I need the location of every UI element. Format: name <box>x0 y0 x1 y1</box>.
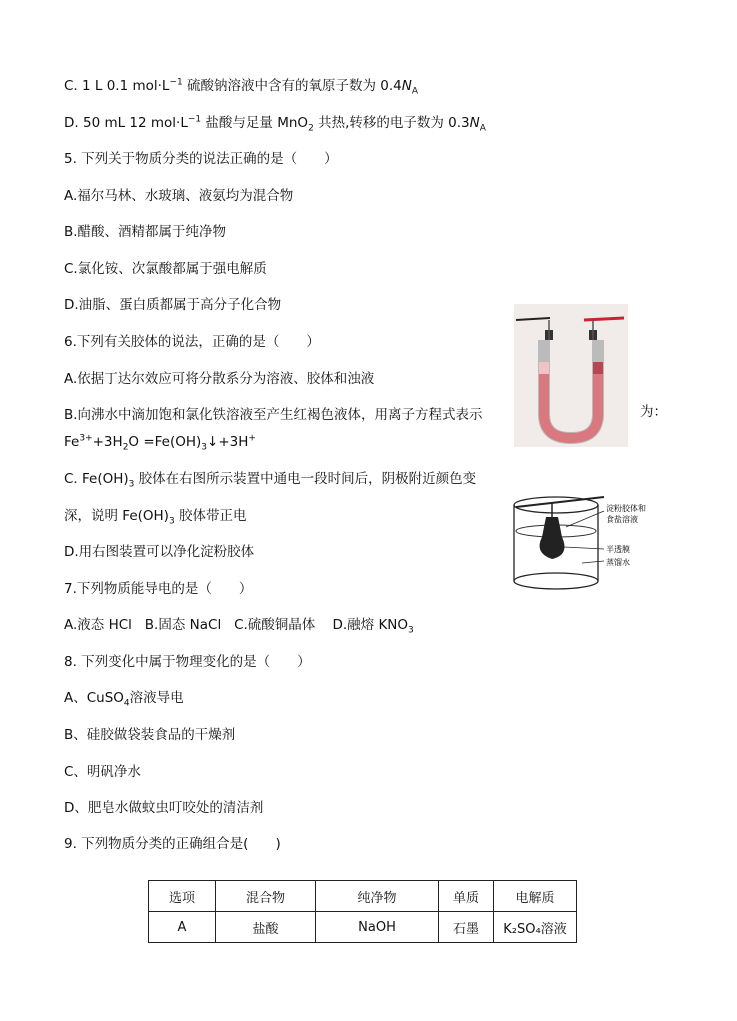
q6-option-c-cont: 深，说明 $Fe(OH)_3$ 胶体带正电 <box>64 508 247 527</box>
header-cell: 单质 <box>439 881 494 912</box>
q5-option-d: D.油脂、蛋白质都属于高分子化合物 <box>64 297 282 313</box>
q8-option-d: D、肥皂水做蚊虫叮咬处的清洁剂 <box>64 800 264 816</box>
q6-option-b-trail: 为： <box>640 404 667 420</box>
question-7: 7.下列物质能导电的是（ ） <box>64 581 253 597</box>
table-row <box>149 912 577 943</box>
q6-option-a: A.依据丁达尔效应可将分散系分为溶液、胶体和浊液 <box>64 371 375 387</box>
q6-option-c: C. $Fe(OH)_3$ 胶体在右图所示装置中通电一段时间后，阴极附近颜色变 <box>64 471 477 490</box>
question-5: 5. 下列关于物质分类的说法正确的是（ ） <box>64 151 338 167</box>
header-cell: 纯净物 <box>316 881 439 912</box>
table-cell: NaOH <box>316 912 439 943</box>
option-d-q4: D. 50 mL 12 $mol\cdot L^{-1}$ 盐酸与足量 MnO$_2$ 共热,转移的电子数为 $0.3N_A$ <box>64 114 486 134</box>
classification-table <box>148 880 577 943</box>
u-tube-electrophoresis-figure <box>514 304 628 447</box>
table-cell: 盐酸 <box>216 912 316 943</box>
label-water: 蒸馏水 <box>606 558 630 567</box>
q8-option-b: B、硅胶做袋装食品的干燥剂 <box>64 727 236 743</box>
q5-option-b: B.醋酸、酒精都属于纯净物 <box>64 224 227 240</box>
dialysis-beaker-figure <box>506 491 692 597</box>
table-cell: A <box>149 912 216 943</box>
header-cell: 混合物 <box>216 881 316 912</box>
q6-option-b: B.向沸水中滴加饱和氯化铁溶液至产生红褐色液体，用离子方程式表示 <box>64 407 483 423</box>
q8-option-c: C、明矾净水 <box>64 764 141 780</box>
table-cell: K₂SO₄溶液 <box>494 912 577 943</box>
table-cell: 石墨 <box>439 912 494 943</box>
label-membrane: 半透膜 <box>606 545 630 554</box>
header-cell: 选项 <box>149 881 216 912</box>
q6-equation: $Fe^{3+}+3H_2O$ $=Fe(OH)_3↓+3H^+$ <box>64 433 256 453</box>
label-colloid-1: 淀粉胶体和 <box>606 504 646 513</box>
question-9: 9. 下列物质分类的正确组合是( ) <box>64 836 281 852</box>
q5-option-c: C.氯化铵、次氯酸都属于强电解质 <box>64 261 267 277</box>
q6-option-d: D.用右图装置可以净化淀粉胶体 <box>64 544 255 560</box>
q8-option-a: A、CuSO$_4$溶液导电 <box>64 690 184 709</box>
question-6: 6.下列有关胶体的说法，正确的是（ ） <box>64 334 320 350</box>
table-header-row <box>149 881 577 912</box>
label-colloid-2: 食盐溶液 <box>606 515 638 524</box>
q5-option-a: A.福尔马林、水玻璃、液氨均为混合物 <box>64 188 294 204</box>
option-c-q4: C. 1 L 0.1 $mol\cdot L^{-1}$ 硫酸钠溶液中含有的氧原子数为 $0.4N_A$ <box>64 77 419 97</box>
q7-options: A.液态 HCl B.固态 NaCl C.硫酸铜晶体 D.融熔 $KNO_3$ <box>64 617 414 636</box>
question-8: 8. 下列变化中属于物理变化的是（ ） <box>64 654 311 670</box>
header-cell: 电解质 <box>494 881 577 912</box>
